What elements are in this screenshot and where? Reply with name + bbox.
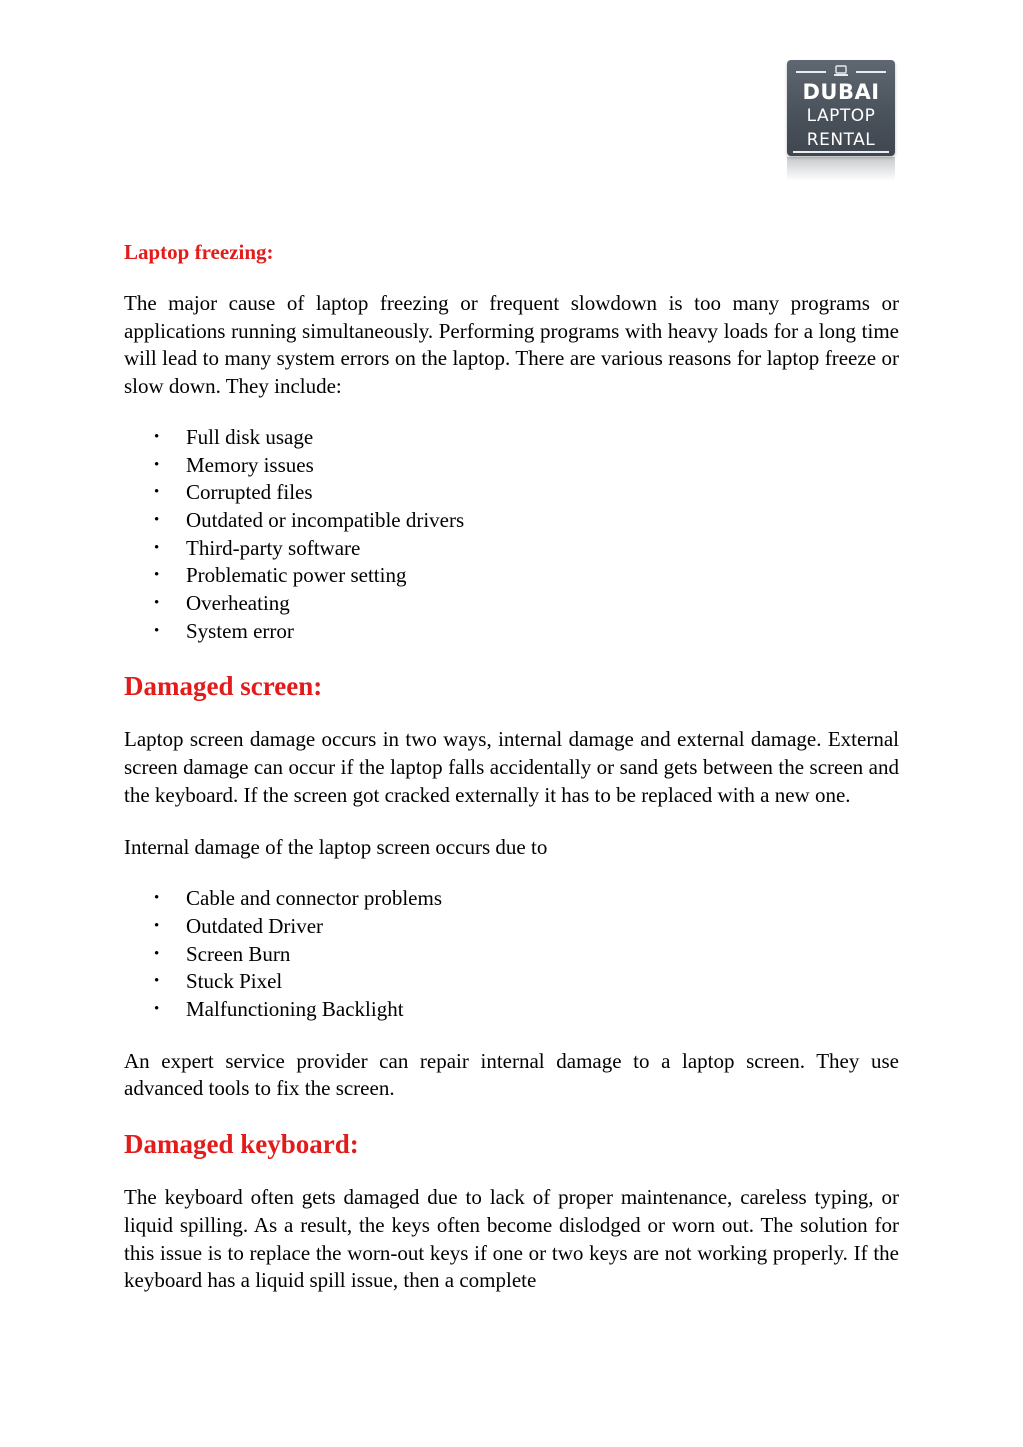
bullet-icon: •: [154, 622, 160, 639]
list-item-text: Full disk usage: [186, 424, 314, 449]
logo-rule-right: [856, 71, 886, 73]
list-item-text: Stuck Pixel: [186, 969, 283, 994]
paragraph-internal-damage: Internal damage of the laptop screen occurs due to: [124, 834, 548, 859]
list-item-text: Third-party software: [186, 535, 361, 560]
paragraph-freezing-intro: The major cause of laptop freezing or frequent slowdown is too many programs or applications running simultaneously. Performing programs with heavy loads for a long time will lead to many system errors on the laptop. There are various reasons for laptop freeze or slow down. They include:: [124, 291, 899, 399]
list-item-text: Cable and connector problems: [186, 886, 442, 911]
list-item: [124, 590, 899, 618]
bullet-icon: •: [154, 456, 160, 473]
logo-rule-left: [796, 71, 826, 73]
bullet-icon: •: [154, 917, 160, 934]
list-item: [124, 535, 899, 563]
paragraph-expert-repair: An expert service provider can repair internal damage to a laptop screen. They use advanced tools to fix the screen.: [124, 1048, 899, 1101]
list-item-text: Overheating: [186, 591, 290, 616]
bullet-icon: •: [154, 539, 160, 556]
document-body: [124, 238, 899, 1295]
logo-text-laptop: LAPTOP: [806, 106, 876, 126]
heading-damaged-screen: Damaged screen:: [124, 671, 323, 702]
paragraph-screen-damage: Laptop screen damage occurs in two ways, internal damage and external damage. External screen damage can occur if the laptop falls accidentally or sand gets between the screen and the keyboard. If the screen got cracked externally it has to be replaced with a new one.: [124, 727, 899, 807]
list-internal-damage-causes: [124, 885, 899, 1024]
list-item: [124, 507, 899, 535]
list-item: [124, 562, 899, 590]
heading-laptop-freezing: Laptop freezing:: [124, 240, 274, 264]
bullet-icon: •: [154, 511, 160, 528]
list-freezing-causes: [124, 424, 899, 646]
list-item: [124, 941, 899, 969]
bullet-icon: •: [154, 595, 160, 612]
bullet-icon: •: [154, 567, 160, 584]
laptop-icon: [833, 64, 849, 78]
bullet-icon: •: [154, 973, 160, 990]
bullet-icon: •: [154, 428, 160, 445]
bullet-icon: •: [154, 945, 160, 962]
list-item: [124, 885, 899, 913]
list-item: [124, 424, 899, 452]
bullet-icon: •: [154, 484, 160, 501]
list-item: [124, 452, 899, 480]
list-item-text: Problematic power setting: [186, 563, 407, 588]
bullet-icon: •: [154, 890, 160, 907]
heading-damaged-keyboard: Damaged keyboard:: [124, 1129, 359, 1160]
paragraph-keyboard-damage: The keyboard often gets damaged due to lack of proper maintenance, careless typing, or liquid spilling. As a result, the keys often become dislodged or worn out. The solution for this issue is to replace the worn-out keys if one or two keys are not working properly. If the keyboard has a liquid spill issue, then a complete: [124, 1185, 899, 1293]
bullet-icon: •: [154, 1001, 160, 1018]
list-item-text: Screen Burn: [186, 941, 291, 966]
logo-text-dubai: DUBAI: [802, 80, 880, 104]
logo-text-rental: RENTAL: [806, 130, 876, 150]
list-item: [124, 913, 899, 941]
list-item-text: Malfunctioning Backlight: [186, 997, 404, 1022]
list-item: [124, 618, 899, 646]
list-item-text: Memory issues: [186, 452, 314, 477]
list-item-text: Outdated or incompatible drivers: [186, 507, 465, 532]
list-item-text: System error: [186, 618, 294, 643]
list-item-text: Corrupted files: [186, 480, 313, 505]
logo-reflection: [787, 157, 895, 181]
list-item-text: Outdated Driver: [186, 913, 324, 938]
logo-rule-bottom: [793, 151, 889, 153]
dubai-laptop-rental-logo: [787, 60, 895, 156]
list-item: [124, 479, 899, 507]
list-item: [124, 968, 899, 996]
list-item: [124, 996, 899, 1024]
